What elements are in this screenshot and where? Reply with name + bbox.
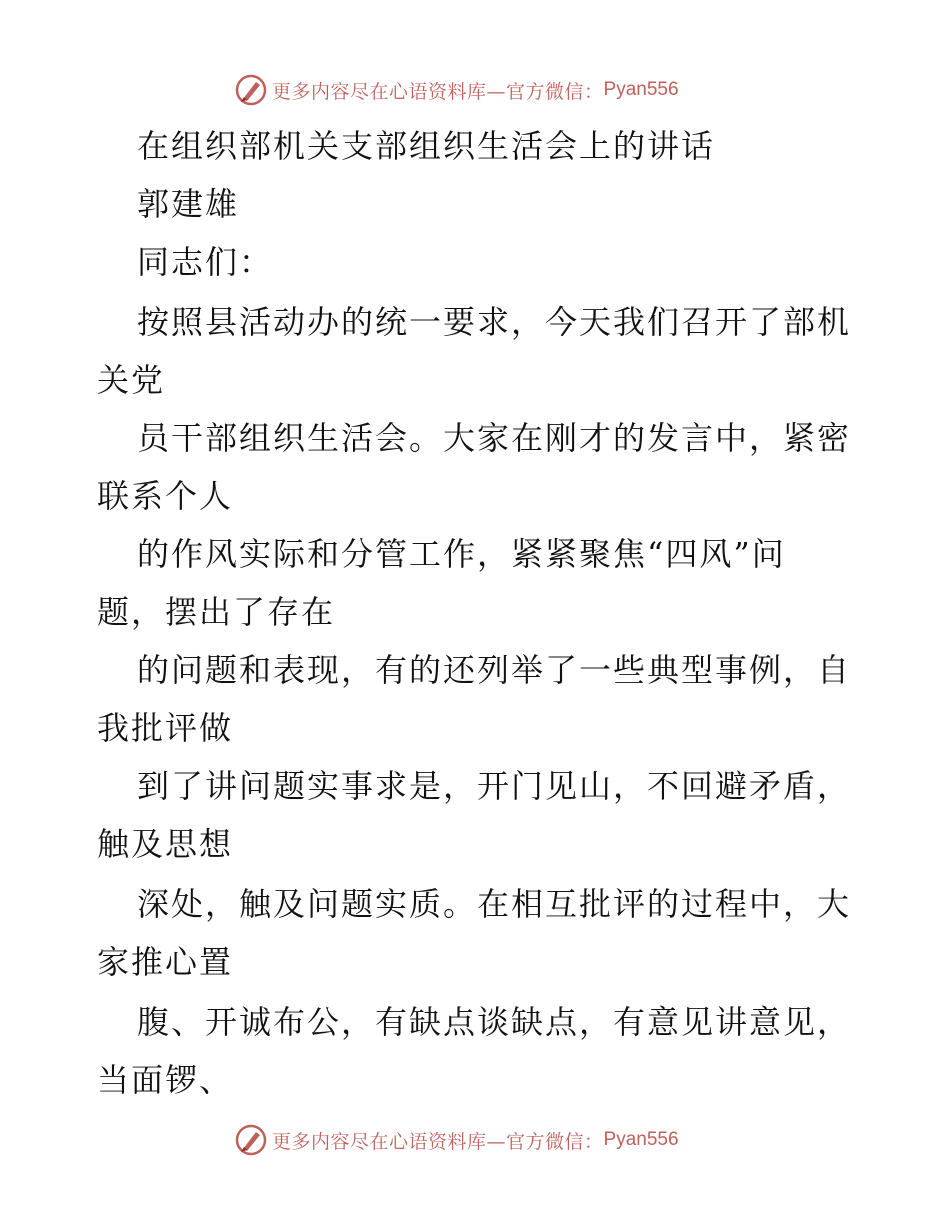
paragraph-line: 到了讲问题实事求是，开门见山，不回避矛盾， <box>137 767 852 805</box>
pen-logo-icon <box>234 73 268 107</box>
watermark-wechat-id: Pyan556 <box>603 79 679 100</box>
pen-logo-icon <box>234 1123 268 1157</box>
header-watermark <box>234 72 679 108</box>
paragraph-line: 员干部组织生活会。大家在刚才的发言中，紧密 <box>137 419 852 457</box>
paragraph-line: 题，摆出了存在 <box>97 593 336 631</box>
document-author: 郭建雄 <box>137 185 240 223</box>
paragraph-line: 腹、开诚布公，有缺点谈缺点，有意见讲意见， <box>137 1003 852 1041</box>
watermark-wechat-id: Pyan556 <box>603 1129 679 1150</box>
footer-watermark <box>234 1122 679 1158</box>
document-title: 在组织部机关支部组织生活会上的讲话 <box>137 127 716 165</box>
paragraph-line: 联系个人 <box>97 477 234 515</box>
paragraph-line: 当面锣、 <box>97 1061 234 1099</box>
paragraph-line: 触及思想 <box>97 825 234 863</box>
watermark-text: 更多内容尽在心语资料库—官方微信： <box>272 1130 604 1153</box>
paragraph-line: 关党 <box>97 361 166 399</box>
paragraph-line: 深处，触及问题实质。在相互批评的过程中，大 <box>137 885 852 923</box>
paragraph-line: 的问题和表现，有的还列举了一些典型事例，自 <box>137 651 852 689</box>
paragraph-line: 按照县活动办的统一要求，今天我们召开了部机 <box>137 303 852 341</box>
paragraph-line: 家推心置 <box>97 943 234 981</box>
watermark-text: 更多内容尽在心语资料库—官方微信： <box>272 80 604 103</box>
paragraph-line: 我批评做 <box>97 709 234 747</box>
paragraph-line: 的作风实际和分管工作，紧紧聚焦“四风”问 <box>137 535 786 573</box>
document-salutation: 同志们： <box>137 243 274 281</box>
